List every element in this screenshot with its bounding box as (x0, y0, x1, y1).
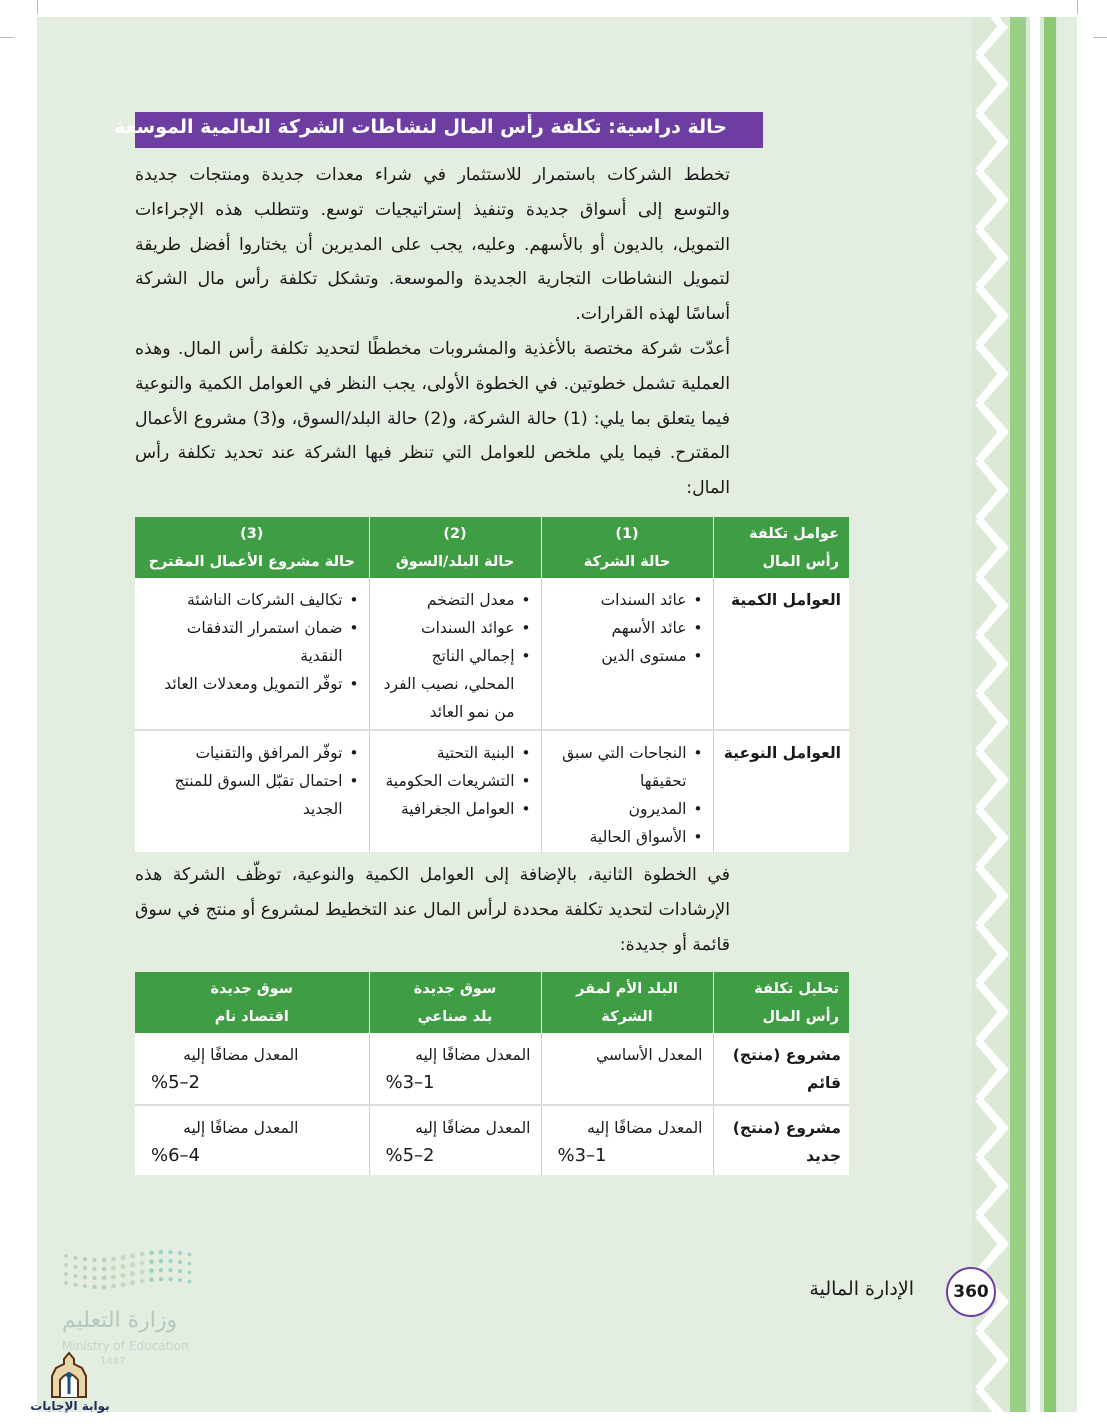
list-item: • العوامل الجغرافية (380, 795, 531, 823)
crop-mark (37, 0, 38, 14)
list-item: • توفّر التمويل ومعدلات العائد (145, 670, 359, 698)
table-header-cell: سوق جديدة بلد صناعي (369, 972, 541, 1033)
table-cell: المعدل مضافًا إليه %5–2 (135, 1033, 369, 1105)
crop-mark (0, 37, 14, 38)
table-cell (541, 730, 713, 852)
pattern-border-icon (972, 17, 1077, 1412)
portal-logo-icon (44, 1350, 94, 1400)
list-item: • الأسواق الحالية (552, 823, 703, 851)
cost-factors-table (135, 517, 849, 852)
list-item: • البنية التحتية (380, 739, 531, 767)
table-header-row (135, 972, 849, 1033)
ministry-year: 1447 (100, 1356, 126, 1367)
capital-cost-analysis-table (135, 972, 849, 1175)
paragraph-step-one: أعدّت شركة مختصة بالأغذية والمشروبات مخططًا لتحديد تكلفة رأس المال. وهذه العملية تشمل خطوتين. في الخطوة الأولى، يجب النظر في العوامل الكمية والنوعية فيما يتعلق بما يلي: (1) حالة الشركة، و(2) حالة البلد/السوق، و(3) مشروع الأعمال المقترح. فيما يلي ملخص للعوامل التي تنظر فيها الشركة عند تحديد تكلفة رأس المال: (135, 339, 731, 499)
list-item: • ضمان استمرار التدفقات النقدية (145, 614, 359, 670)
book-title: الإدارة المالية (809, 1278, 914, 1300)
table-cell: المعدل مضافًا إليه %3–1 (369, 1033, 541, 1105)
table-header-cell: عوامل تكلفة رأس المال (713, 517, 849, 578)
row-label: مشروع (منتج) جديد (713, 1105, 849, 1175)
table-header-cell: تحليل تكلفة رأس المال (713, 972, 849, 1033)
list-item: • عوائد السندات (380, 614, 531, 642)
paragraph-step-two: في الخطوة الثانية، بالإضافة إلى العوامل الكمية والنوعية، توظّف الشركة هذه الإرشادات لتحديد تكلفة محددة لرأس المال عند التخطيط لمشروع أو منتج في سوق قائمة أو جديدة: (135, 865, 730, 955)
table-header-cell: سوق جديدة اقتصاد نام (135, 972, 369, 1033)
table-cell: المعدل الأساسي (541, 1033, 713, 1105)
table-header-cell: البلد الأم لمقر الشركة (541, 972, 713, 1033)
table-cell (541, 578, 713, 730)
ministry-name-english: Ministry of Education (62, 1339, 189, 1353)
table-header-cell: (2) حالة البلد/السوق (369, 517, 541, 578)
list-item: • النجاحات التي سبق تحقيقها (552, 739, 703, 795)
list-item: • المديرون (552, 795, 703, 823)
decorative-border (972, 17, 1077, 1412)
crop-mark (1077, 0, 1078, 14)
list-item: • احتمال تقبّل السوق للمنتج الجديد (145, 767, 359, 823)
list-item: • مستوى الدين (552, 642, 703, 670)
list-item: • معدل التضخم (380, 586, 531, 614)
list-item: • تكاليف الشركات الناشئة (145, 586, 359, 614)
case-study-title: حالة دراسية: تكلفة رأس المال لنشاطات الشركة العالمية الموسعة (135, 112, 763, 148)
table-cell (135, 578, 369, 730)
table-cell: المعدل مضافًا إليه %6–4 (135, 1105, 369, 1175)
table-cell: المعدل مضافًا إليه %3–1 (541, 1105, 713, 1175)
ministry-name-arabic: وزارة التعليم (62, 1308, 178, 1333)
table-row (135, 1033, 849, 1105)
table-cell (135, 730, 369, 852)
row-label: العوامل الكمية (713, 578, 849, 730)
table-cell (369, 730, 541, 852)
table-header-cell: (3) حالة مشروع الأعمال المقترح (135, 517, 369, 578)
list-item: • إجمالي الناتج المحلي، نصيب الفرد من نمو العائد (380, 642, 531, 726)
list-item: • عائد السندات (552, 586, 703, 614)
table-cell: المعدل مضافًا إليه %5–2 (369, 1105, 541, 1175)
row-label: العوامل النوعية (713, 730, 849, 852)
portal-name: بوابة الإجابات (30, 1399, 110, 1413)
table-header-cell: (1) حالة الشركة (541, 517, 713, 578)
list-item: • عائد الأسهم (552, 614, 703, 642)
table-header-row (135, 517, 849, 578)
table-row (135, 1105, 849, 1175)
row-label: مشروع (منتج) قائم (713, 1033, 849, 1105)
ministry-logo-icon (60, 1250, 200, 1300)
page-number: 360 (946, 1267, 996, 1317)
table-row (135, 578, 849, 730)
list-item: • توفّر المرافق والتقنيات (145, 739, 359, 767)
list-item: • التشريعات الحكومية (380, 767, 531, 795)
table-row (135, 730, 849, 852)
paragraph-intro: تخطط الشركات باستمرار للاستثمار في شراء معدات جديدة ومنتجات جديدة والتوسع إلى أسواق جديدة وتنفيذ إستراتيجيات توسع. وتتطلب هذه الإجراءات التمويل، بالديون أو بالأسهم. وعليه، يجب على المديرين أن يختاروا أفضل طريقة لتمويل النشاطات التجارية الجديدة والموسعة. وتشكل تكلفة رأس مال الشركة أساسًا لهذه القرارات. (135, 165, 730, 325)
table-cell (369, 578, 541, 730)
crop-mark (1093, 37, 1107, 38)
